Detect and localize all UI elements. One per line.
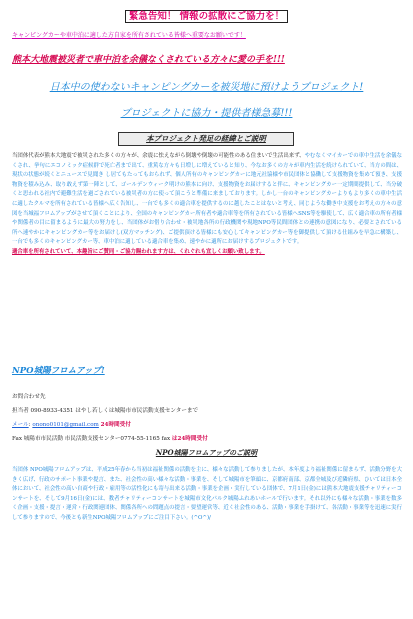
headline-project: 日本中の使わないキャンピングカーを被災地に預けようプロジェクト! [49,82,364,93]
body-paragraph-2: しかし一台のキャンピングカーよりもより多くの車中生活に適したクルマを所有されている皆様へ広く告知し、一台でも多くの適合車を提供するのに越したことはないと考え、同じような働き中支援をお考えの方々の意図を当城福フロムアップがさせて頂くことにより、全国のキャンピングカー所有者や適合車等を所有されている皆様へSNS等を駆使して、広く適合車の所有者様や関係者の目に留まるように最大の努力をし、当団体がお借り合わせ・被災地各所の行政機関や現地NPO等民間団体との連携の意図になり、必要とされている所へ速やかにキャンピングカー等をお届けし(双方マッチング)、ご提供頂ける皆様にも安心してキャンピングカー等を御提供して頂ける仕組みを早急に構築し、一台でも多くのキャンピングカー等、車中泊に適している適合車を集め、速やかに適所にお届けするプロジェクトです。 [12,191,402,246]
contact-email-label: メール [12,422,29,428]
headline-kumamoto: 熊本大地震被災者で車中泊を余儀なくされている方々に愛の手を!!! [12,55,285,65]
contact-heading: お問合わせ先 [12,394,46,400]
contact-fax-text: Fax 城陽市市民活動 市民活動支援センター0774-55-1165 fax [12,436,171,442]
body-paragraph-1-blue: やむなくマイカーでの車中生活を余儀なくされ、挙句にエコノミック症候群で死亡者まで出て、重篤な方々も日増しに増えていると知り、今なお多くの方々が車内生活を続けられていて、当方の間は、現状の状態が続くとニュースで見聞き し居てもたってもおられず、個人所有のキャンピングカーに地元社協様や市民団体と協働して支援物資を集めて預き、支援物資を積み込み、取り敢えず第一陣として、ゴールデンウィーク明けの熊本に向け、支援物資をお届けすると伴に、キャンピングカー一定期間提供して、当分破くと思われる社内で避難生活を過ごされている被災者の方に使って頂こうと準備に来ましております。 [12,153,403,198]
section-title-background: 本プロジェクト発足の経緯とご説明 [118,132,294,146]
body-paragraph-1: 当団体代表が熊本大地震で被災された多くの方々が、余震に怯えながら倒壊や倒壊の可能性のある住まいで生活出来ず、 [12,153,305,159]
npo-description-body: 当団体 NPO城陽フロムアップは、平成25年春から当初は福祉関係の活動を主に、様々な活動して参りましたが、本年度より福祉関係に留まらず、活動分野を大きく広げ、行政のサポート事業や提言、また、社会性の高い様々な活動・事業を、そして城陽市を筆頭に、京都府南部、京都全城及び近隣府県、ひいては日本全体において、社会性の高い自商や行政・雇用等の活性化にも寄与出来る活動・事業を企画・実行している団体で、7月1日(金)には熊本大地震支援チャリティーコンサートを、そして9月16日(金)には、教者チャリティーコンサートを城陽市文化パルク城陽ふれあいホールで行います。それ以外にも様々な活動・事業を数多く企画・支援・提言・運営・行政関連団体、関係各所への問題点の提言・要望運営等、近く社会性のある、活動・事業を手掛けて、各活動・事業等を迅速に実行して参りますので、今後とも新生NPO城陽フロムアップにご注目下さい。(^O^)/ [12,467,402,521]
urgent-notice [0,8,413,22]
npo-title: NPO城陽フロムアップ! [12,366,105,376]
contact-email-note: 24時間受付 [100,422,131,428]
urgent-notice-text: 緊急告知！ 情報の拡散にご協力を！ [125,10,288,23]
headline-recruit: プロジェクトに協力・提供者様急募!!! [120,108,293,119]
contact-fax-note: は24時間受付 [171,436,208,442]
npo-description-title: NPO城陽フロムアップのご説明 [155,448,258,457]
contact-email-link[interactable]: onono0101@gmail.com [32,422,99,428]
contact-fax [12,434,208,442]
subtitle-request: キャンピングカーや車中泊に適した方自家を所有されている皆様へ重要なお願いです！ [12,32,246,39]
section-body-background [12,152,402,258]
contact-email-row: メール: onono0101@gmail.com 24時間受付 [12,422,131,428]
contact-phone: 担当者 090-8933-4351 はやし若しくは城陽市市民活動支援センターまで [12,408,199,414]
body-call-to-action: 適合車を所有されていて、本趣旨にご賛同・ご協力賜われます方は、くれぐれも宜しくお願い致します。 [12,248,265,255]
